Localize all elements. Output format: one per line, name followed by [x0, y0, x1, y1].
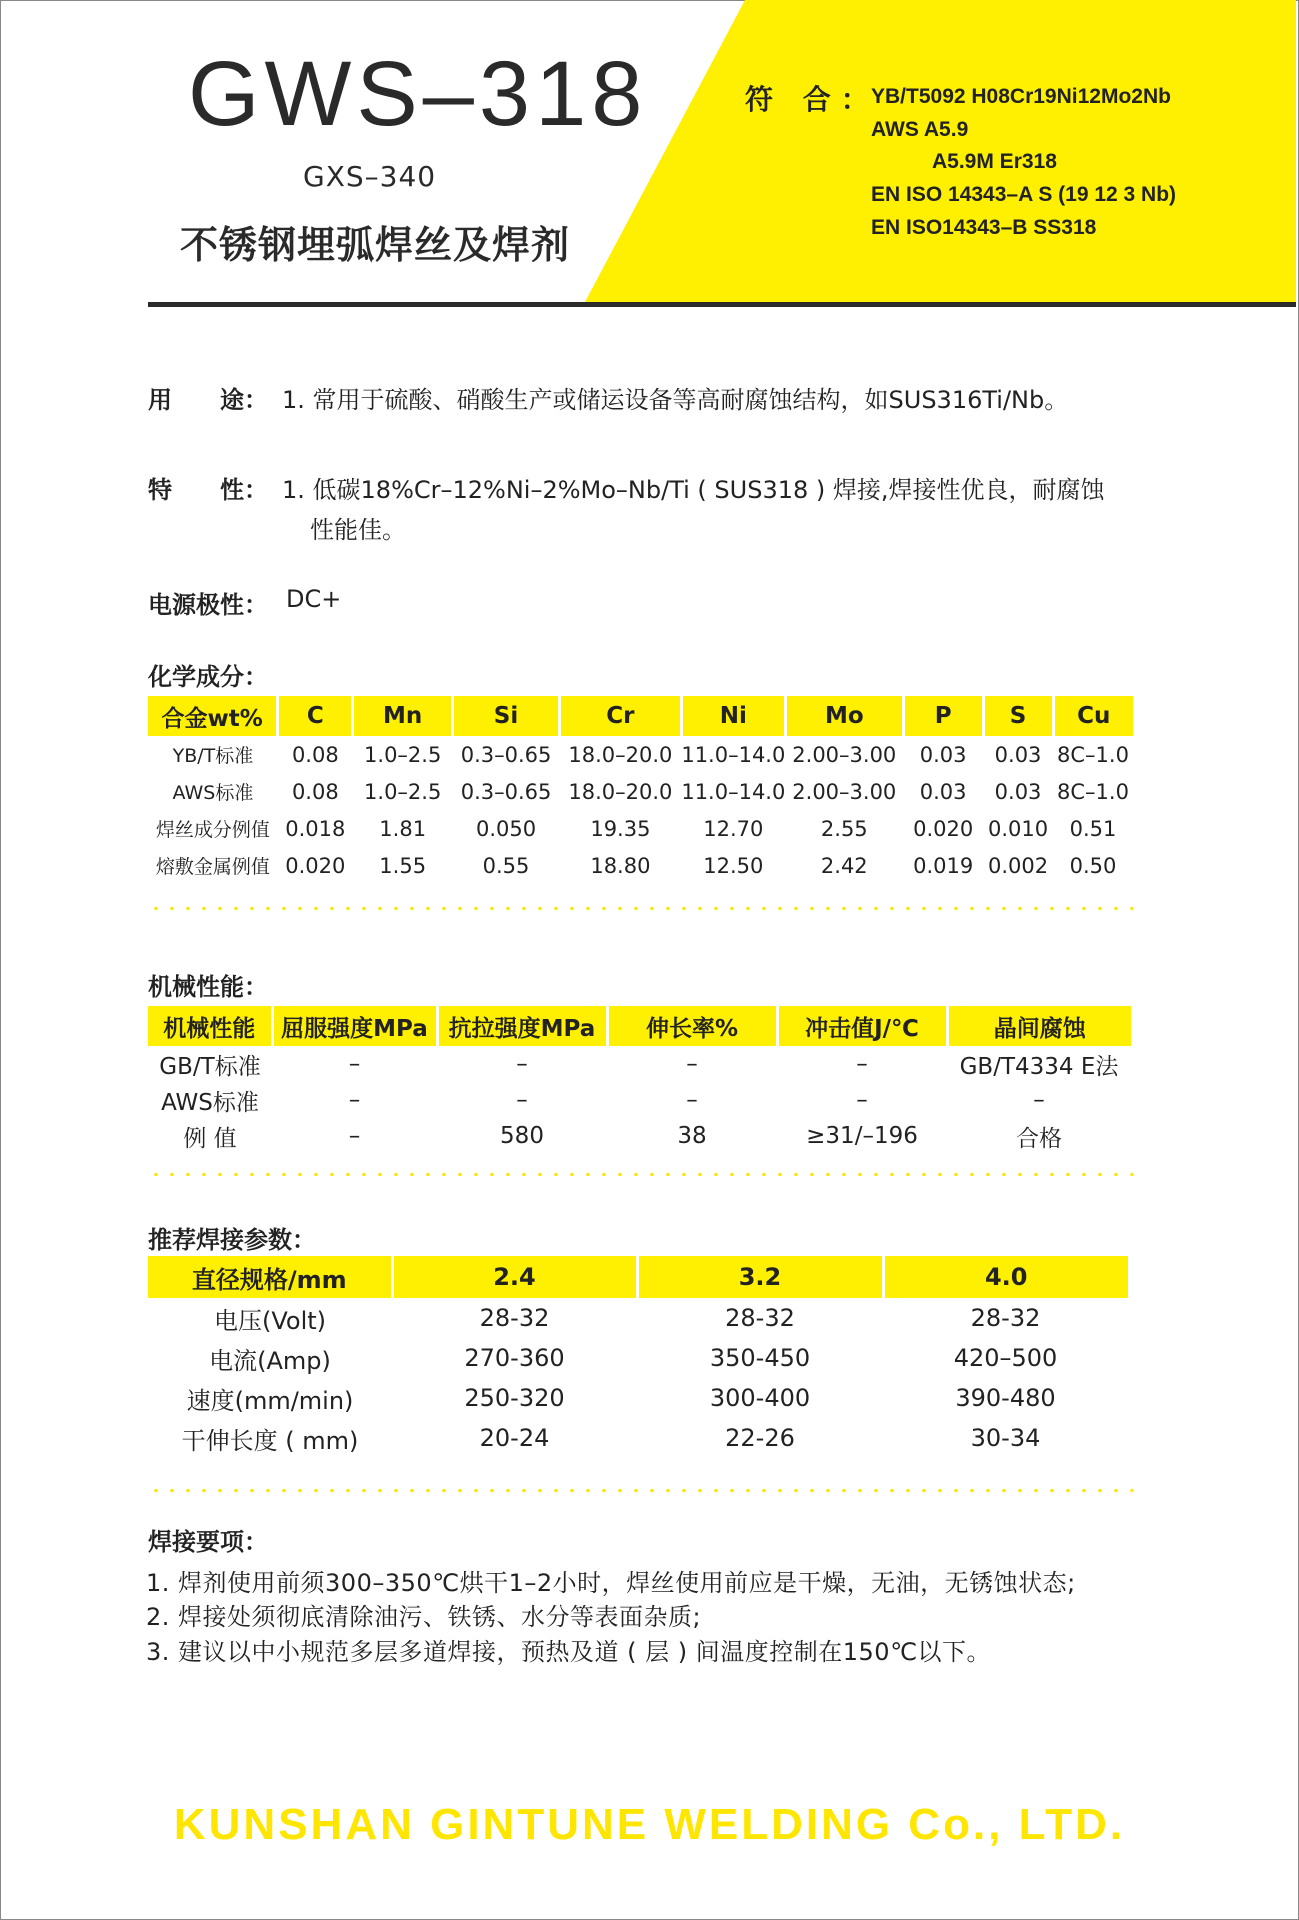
usage-text: 1. 常用于硫酸、硝酸生产或储运设备等高耐腐蚀结构，如SUS316Ti/Nb。	[282, 386, 1069, 414]
mechanical-title: 机械性能：	[148, 973, 268, 1001]
table-row	[148, 1338, 1128, 1378]
product-model: GWS–318	[188, 43, 648, 145]
note-item: 3. 建议以中小规范多层多道焊接，预热及道 ( 层 ) 间温度控制在150℃以下。	[146, 1638, 992, 1666]
table-cell: 2.55	[820, 816, 868, 841]
table-cell: 11.0–14.0	[681, 779, 786, 804]
table-cell: 0.002	[987, 853, 1049, 878]
table-row	[148, 810, 1133, 847]
polarity-value: DC+	[286, 585, 342, 613]
table-cell: 0.03	[994, 742, 1042, 767]
table-cell: 580	[500, 1123, 544, 1149]
table-cell: 270-360	[464, 1344, 565, 1372]
table-cell: 电压(Volt)	[213, 1306, 327, 1335]
table-row	[148, 1046, 1131, 1082]
table-cell: 2.00–3.00	[792, 779, 897, 804]
table-row	[148, 773, 1133, 810]
header-cell: Cu	[1053, 696, 1133, 736]
table-cell: 0.018	[285, 816, 346, 841]
mechanical-table	[148, 1006, 1131, 1154]
table-cell: 18.80	[590, 853, 651, 878]
table-cell: GB/T4334 E法	[959, 1053, 1119, 1080]
table-cell: 12.70	[703, 816, 764, 841]
table-cell: 电流(Amp)	[209, 1346, 331, 1375]
header-cell: 合金wt%	[148, 696, 278, 736]
company-name: KUNSHAN GINTUNE WELDING Co., LTD.	[173, 1800, 1126, 1849]
usage-label: 用 途：	[148, 386, 268, 414]
table-cell: 2.42	[820, 853, 868, 878]
table-cell: –	[516, 1087, 528, 1113]
header-cell: P	[903, 696, 983, 736]
table-cell: 30-34	[970, 1424, 1041, 1452]
table-cell: 0.08	[291, 779, 339, 804]
chemistry-title: 化学成分：	[148, 663, 268, 691]
table-cell: 18.0–20.0	[568, 742, 673, 767]
table-cell: 28-32	[970, 1304, 1041, 1332]
header-cell: Cr	[559, 696, 681, 736]
table-cell: 8C–1.0	[1057, 742, 1129, 767]
conform-label: 符 合：	[745, 83, 879, 116]
table-cell: 20-24	[479, 1424, 550, 1452]
header-cell: Si	[453, 696, 560, 736]
table-row	[148, 736, 1133, 773]
features-label: 特 性：	[148, 476, 268, 504]
table-cell: 420–500	[953, 1344, 1058, 1372]
header-cell: 直径规格/mm	[148, 1256, 392, 1298]
header-cell: 抗拉强度MPa	[437, 1006, 607, 1046]
table-cell: 250-320	[464, 1384, 565, 1412]
table-cell: 干伸长度 ( mm)	[181, 1426, 359, 1455]
table-cell: 0.3–0.65	[460, 779, 552, 804]
note-item: 2. 焊接处须彻底清除油污、铁锈、水分等表面杂质;	[146, 1603, 702, 1631]
standard-line: YB/T5092 H08Cr19Ni12Mo2Nb	[871, 85, 1171, 108]
features-text-line2: 性能佳。	[310, 516, 406, 544]
table-cell: GB/T标准	[159, 1053, 261, 1080]
table-row	[148, 1418, 1128, 1458]
table-cell: 合格	[1016, 1125, 1062, 1152]
header-cell: Ni	[681, 696, 785, 736]
standard-line: EN ISO 14343–A S (19 12 3 Nb)	[871, 183, 1177, 206]
notes-title: 焊接要项：	[148, 1528, 268, 1556]
table-cell: 0.03	[994, 779, 1042, 804]
header-cell: 3.2	[637, 1256, 883, 1298]
table-cell: AWS标准	[161, 1089, 259, 1116]
table-cell: 8C–1.0	[1057, 779, 1129, 804]
header-cell: 伸长率%	[607, 1006, 777, 1046]
table-cell: AWS标准	[172, 782, 254, 804]
table-cell: 18.0–20.0	[568, 779, 673, 804]
table-row	[148, 847, 1133, 884]
table-cell: –	[686, 1087, 698, 1113]
welding-title: 推荐焊接参数：	[148, 1226, 316, 1254]
table-cell: 11.0–14.0	[681, 742, 786, 767]
header-cell: 屈服强度MPa	[272, 1006, 437, 1046]
table-cell: YB/T标准	[172, 745, 254, 767]
dotted-divider	[148, 1173, 1133, 1176]
table-cell: 0.03	[919, 779, 967, 804]
header-cell: Mn	[353, 696, 453, 736]
table-cell: 熔敷金属例值	[155, 856, 270, 878]
dotted-divider	[148, 1489, 1133, 1492]
table-cell: 0.010	[987, 816, 1049, 841]
table-cell: –	[686, 1051, 698, 1077]
table-row	[148, 1298, 1128, 1338]
table-cell: –	[856, 1051, 868, 1077]
header-cell: 2.4	[392, 1256, 637, 1298]
table-header-row	[148, 1006, 1131, 1046]
table-cell: 0.08	[291, 742, 339, 767]
table-cell: 0.3–0.65	[460, 742, 552, 767]
table-cell: 1.0–2.5	[364, 742, 442, 767]
table-cell: 0.020	[913, 816, 974, 841]
table-cell: 例 值	[183, 1125, 237, 1152]
welding-params-table	[148, 1256, 1128, 1458]
table-row	[148, 1118, 1131, 1154]
header-cell: 冲击值J/℃	[777, 1006, 947, 1046]
table-cell: 12.50	[703, 853, 764, 878]
table-cell: 350-450	[709, 1344, 811, 1372]
table-cell: 38	[677, 1123, 707, 1149]
standard-line: EN ISO14343–B SS318	[871, 216, 1097, 239]
table-cell: 0.020	[285, 853, 346, 878]
header-cell: 晶间腐蚀	[947, 1006, 1131, 1046]
table-row	[148, 1082, 1131, 1118]
table-cell: 390-480	[955, 1384, 1056, 1412]
table-header-row	[148, 696, 1133, 736]
table-cell: ≥31/–196	[806, 1123, 918, 1149]
table-cell: –	[1033, 1087, 1045, 1113]
product-name: 不锈钢埋弧焊丝及焊剂	[180, 223, 571, 267]
standard-line: A5.9M Er318	[932, 150, 1057, 173]
header-cell: S	[983, 696, 1053, 736]
standard-line: AWS A5.9	[871, 118, 969, 141]
dotted-divider	[148, 907, 1133, 910]
header-cell: 4.0	[883, 1256, 1128, 1298]
header-cell: C	[278, 696, 353, 736]
table-cell: 300-400	[709, 1384, 811, 1412]
table-cell: 22-26	[725, 1424, 795, 1452]
chemistry-table	[148, 696, 1133, 884]
table-cell: 28-32	[725, 1304, 795, 1332]
table-cell: –	[516, 1051, 528, 1077]
table-cell: 速度(mm/min)	[186, 1386, 354, 1415]
table-row	[148, 1378, 1128, 1418]
table-cell: –	[856, 1087, 868, 1113]
header-cell: Mo	[785, 696, 903, 736]
table-cell: 0.50	[1069, 853, 1117, 878]
table-cell: 2.00–3.00	[792, 742, 897, 767]
table-cell: 28-32	[479, 1304, 550, 1332]
table-cell: –	[348, 1051, 361, 1077]
table-cell: 焊丝成分例值	[155, 819, 270, 841]
header-cell: 机械性能	[148, 1006, 272, 1046]
table-cell: 1.81	[379, 816, 427, 841]
polarity-label: 电源极性：	[148, 591, 268, 619]
table-cell: 1.55	[379, 853, 427, 878]
table-header-row	[148, 1256, 1128, 1298]
table-cell: 19.35	[590, 816, 651, 841]
flux-model: GXS–340	[303, 160, 437, 193]
table-cell: –	[348, 1087, 361, 1113]
header-divider	[148, 302, 1296, 307]
features-text-line1: 1. 低碳18%Cr–12%Ni–2%Mo–Nb/Ti ( SUS318 ) 焊接,焊接性优良，耐腐蚀	[282, 476, 1105, 504]
table-cell: 0.050	[475, 816, 537, 841]
table-cell: 0.019	[913, 853, 974, 878]
table-cell: 0.03	[919, 742, 967, 767]
table-cell: 0.51	[1069, 816, 1117, 841]
note-item: 1. 焊剂使用前须300–350℃烘干1–2小时，焊丝使用前应是干燥，无油，无锈蚀状态;	[146, 1569, 1076, 1597]
table-cell: 1.0–2.5	[364, 779, 442, 804]
table-cell: 0.55	[482, 853, 530, 878]
table-cell: –	[348, 1123, 361, 1149]
